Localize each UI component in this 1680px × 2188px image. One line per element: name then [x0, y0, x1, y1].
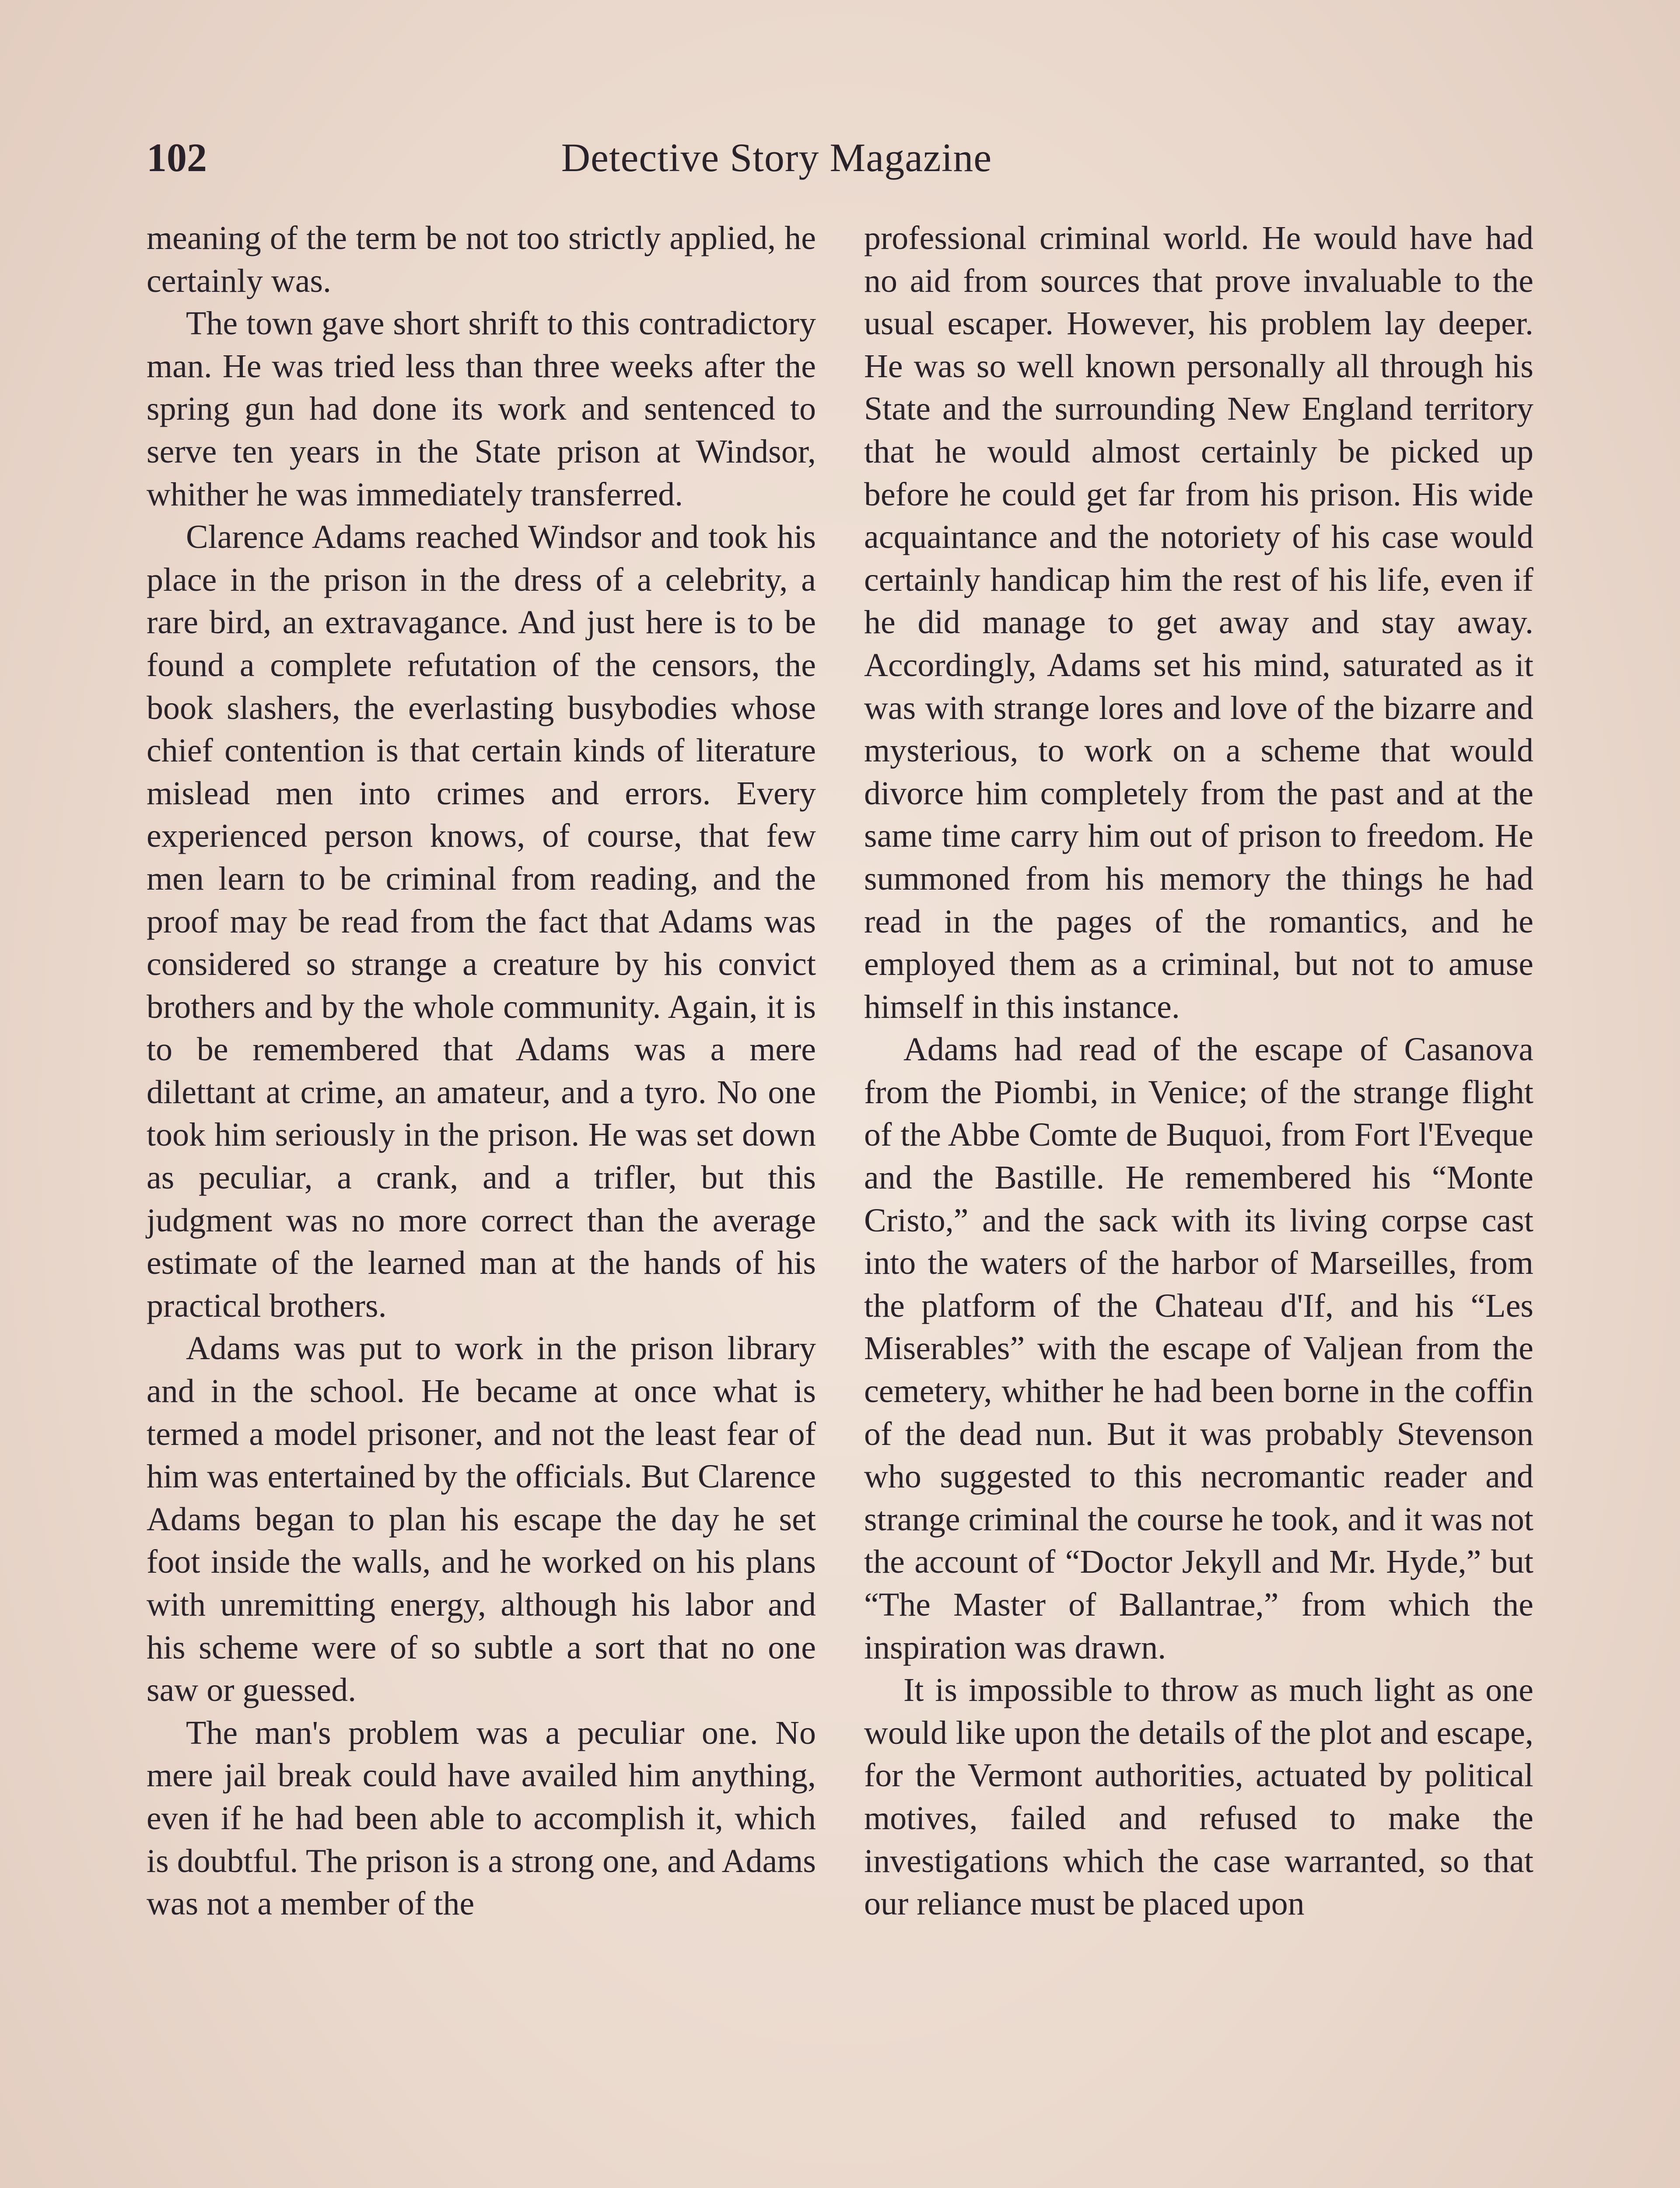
- paragraph: Adams was put to work in the prison library and in the school. He became at once what is termed a model prisoner, and not the least fear of him was entertained by the officials. But Clarence Adams began to plan his escape the day he set foot inside the walls, and he worked on his plans with unremitting energy, although his labor and his scheme were of so subtle a sort that no one saw or guessed.: [147, 1330, 816, 1709]
- paragraph: professional criminal world. He would have had no aid from sources that prove invaluable to the usual escaper. However, his problem lay deeper. He was so well known personally all through his State and the surrounding New England territory that he would almost certainly be picked up before he could get far from his prison. His wide acquaintance and the notoriety of his case would certainly handicap him the rest of his life, even if he did manage to get away and stay away. Accordingly, Adams set his mind, saturated as it was with strange lores and love of the bizarre and mysterious, to work on a scheme that would divorce him completely from the past and at the same time carry him out of prison to freedom. He summoned from his memory the things he had read in the pages of the romantics, and he employed them as a criminal, but not to amuse himself in this instance.: [864, 220, 1533, 1025]
- paragraph: meaning of the term be not too strictly applied, he certainly was.: [147, 220, 816, 299]
- paragraph: The town gave short shrift to this contradictory man. He was tried less than three weeks after the spring gun had done its work and sentenced to serve ten years in the State prison at Windsor, whither he was immediately transferred.: [147, 305, 816, 513]
- right-column: [864, 217, 1533, 1925]
- paragraph: Adams had read of the escape of Casanova from the Piombi, in Venice; of the strange flight of the Abbe Comte de Buquoi, from Fort l'Eveque and the Bastille. He remembered his “Monte Cristo,” and the sack with its living corpse cast into the waters of the harbor of Marseilles, from the platform of the Chateau d'If, and his “Les Miserables” with the escape of Valjean from the cemetery, whither he had been borne in the coffin of the dead nun. But it was probably Stevenson who suggested to this necromantic reader and strange criminal the course he took, and it was not the account of “Doctor Jekyll and Mr. Hyde,” but “The Master of Ballantrae,” from which the inspiration was drawn.: [864, 1031, 1533, 1666]
- page-header: [147, 131, 1538, 184]
- paragraph: Clarence Adams reached Windsor and took his place in the prison in the dress of a celebrity, a rare bird, an extravagance. And just here is to be found a complete refutation of the censors, the book slashers, the everlasting busybodies whose chief contention is that certain kinds of literature mislead men into crimes and errors. Every experienced person knows, of course, that few men learn to be criminal from reading, and the proof may be read from the fact that Adams was considered so strange a creature by his convict brothers and by the whole community. Again, it is to be remembered that Adams was a mere dilettant at crime, an amateur, and a tyro. No one took him seriously in the prison. He was set down as peculiar, a crank, and a trifler, but this judgment was no more correct than the average estimate of the learned man at the hands of his practical brothers.: [147, 519, 816, 1324]
- paragraph: It is impossible to throw as much light as one would like upon the details of the plot and escape, for the Vermont authorities, actuated by political motives, failed and refused to make the investigations which the case warranted, so that our reliance must be placed upon: [864, 1672, 1533, 1922]
- page-number: 102: [147, 135, 207, 180]
- left-column: [147, 217, 816, 1925]
- running-title: Detective Story Magazine: [561, 135, 992, 180]
- paragraph: The man's problem was a peculiar one. No mere jail break could have availed him anything, even if he had been able to accomplish it, which is doubtful. The prison is a strong one, and Adams was not a member of the: [147, 1714, 816, 1922]
